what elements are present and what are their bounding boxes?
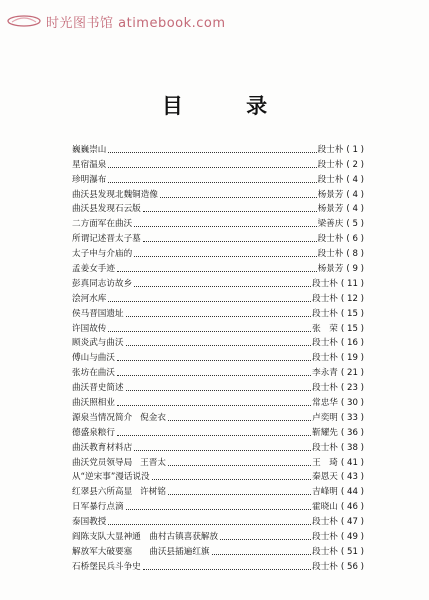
dot-leader xyxy=(117,435,311,436)
toc-entry-author: 段士朴 xyxy=(312,442,338,453)
toc-entry-coauthor: 倪金衣 xyxy=(140,412,166,423)
dot-leader xyxy=(117,405,311,406)
toc-entry-page: ( 33 ) xyxy=(340,412,364,423)
toc-entry-coauthor: 王晋太 xyxy=(140,457,166,468)
toc-entry-title: 曲沃教育材料店 xyxy=(72,442,133,453)
dot-leader xyxy=(108,331,311,332)
toc-entry-title: 德盛泉粮行 xyxy=(72,427,115,438)
toc-entry-title: 曲沃党员领导局 xyxy=(72,457,133,468)
dot-leader xyxy=(143,569,311,570)
dot-leader xyxy=(126,316,312,317)
toc-entry-author: 段士朴 xyxy=(317,144,344,155)
toc-entry xyxy=(72,156,364,171)
toc-entry-page: ( 36 ) xyxy=(340,427,364,438)
toc-entry-author: 段士朴 xyxy=(312,383,338,394)
dot-leader xyxy=(108,182,316,183)
toc-entry-title: 珍明瀑布 xyxy=(72,174,107,185)
toc-entry-title: 巍巍崇山 xyxy=(72,144,107,155)
toc-entry-title: 石桥堡民兵斗争史 xyxy=(72,561,141,572)
dot-leader xyxy=(117,375,311,376)
watermark-header xyxy=(0,0,429,40)
toc-entry xyxy=(72,290,364,305)
toc-entry-page: ( 23 ) xyxy=(340,383,364,394)
toc-entry-author: 卢奕明 xyxy=(312,412,338,423)
toc-entry-author: 王 琦 xyxy=(312,457,338,468)
toc-entry xyxy=(72,305,364,320)
toc-entry xyxy=(72,513,364,528)
toc-entry-author: 李永青 xyxy=(312,368,338,379)
toc-entry-title: 傅山与曲沃 xyxy=(72,353,115,364)
toc-entry-title: 所谓记述晋太子墓 xyxy=(72,234,141,245)
toc-list xyxy=(72,141,364,573)
toc-entry-author: 段士朴 xyxy=(312,517,338,528)
toc-entry xyxy=(72,171,364,186)
toc-entry-author: 段士朴 xyxy=(317,174,344,185)
toc-entry-author: 段士朴 xyxy=(312,353,338,364)
dot-leader xyxy=(117,360,311,361)
toc-entry-author: 杨景芳 xyxy=(317,264,344,275)
toc-entry-page: ( 4 ) xyxy=(346,189,364,200)
toc-entry-page: ( 43 ) xyxy=(340,472,364,483)
toc-entry-page: ( 41 ) xyxy=(340,457,364,468)
toc-entry-page: ( 8 ) xyxy=(346,249,364,260)
dot-leader xyxy=(108,301,311,302)
toc-entry-author: 段士朴 xyxy=(312,338,338,349)
toc-entry-page: ( 6 ) xyxy=(346,234,364,245)
toc-entry xyxy=(72,186,364,201)
toc-entry-title: 星宿温泉 xyxy=(72,159,107,170)
toc-entry-title: 孟姜女手迹 xyxy=(72,264,115,275)
toc-entry-page: ( 2 ) xyxy=(346,159,364,170)
toc-entry-title: 泰国教授 xyxy=(72,517,107,528)
toc-entry xyxy=(72,454,364,469)
toc-entry-title: 张坊在曲沃 xyxy=(72,368,115,379)
toc-entry-title: 许国故传 xyxy=(72,323,107,334)
toc-entry-author: 霍晓山 xyxy=(312,502,338,513)
dot-leader xyxy=(168,494,311,495)
toc-entry-page: ( 21 ) xyxy=(340,368,364,379)
toc-entry-title: 曲沃县发现北魏铜造像 xyxy=(72,189,158,200)
toc-entry-page: ( 16 ) xyxy=(340,338,364,349)
toc-entry xyxy=(72,439,364,454)
toc-entry-page: ( 47 ) xyxy=(340,517,364,528)
toc-entry-title: 源泉当情况简介 xyxy=(72,412,133,423)
dot-leader xyxy=(126,345,312,346)
toc-entry-page: ( 11 ) xyxy=(340,278,364,289)
toc-entry-title: 红翠县六所高显 xyxy=(72,487,133,498)
toc-entry xyxy=(72,409,364,424)
toc-entry-author: 段士朴 xyxy=(317,234,344,245)
toc-entry-title: 解放军大破要塞 曲沃县插遍红旗 xyxy=(72,546,210,557)
dot-leader xyxy=(143,211,317,212)
toc-entry-page: ( 5 ) xyxy=(346,219,364,230)
toc-entry-page: ( 19 ) xyxy=(340,353,364,364)
toc-entry xyxy=(72,424,364,439)
library-logo-icon xyxy=(6,13,42,28)
toc-entry xyxy=(72,260,364,275)
toc-entry-title: 曲沃晋史简述 xyxy=(72,383,124,394)
dot-leader xyxy=(160,197,317,198)
toc-entry xyxy=(72,215,364,230)
dot-leader xyxy=(168,420,311,421)
toc-entry-page: ( 4 ) xyxy=(346,204,364,215)
toc-entry xyxy=(72,483,364,498)
toc-entry xyxy=(72,275,364,290)
toc-entry xyxy=(72,320,364,335)
toc-entry-author: 杨景芳 xyxy=(317,189,344,200)
toc-entry-author: 段士朴 xyxy=(312,532,338,543)
toc-entry xyxy=(72,245,364,260)
toc-entry-author: 段士朴 xyxy=(317,159,344,170)
toc-entry-page: ( 4 ) xyxy=(346,174,364,185)
toc-entry-author: 秦恩天 xyxy=(312,472,338,483)
toc-entry xyxy=(72,364,364,379)
toc-entry-title: 浍河水库 xyxy=(72,293,107,304)
toc-entry-title: 曲沃照相业 xyxy=(72,398,115,409)
dot-leader xyxy=(134,226,316,227)
dot-leader xyxy=(168,465,311,466)
page-title: 目 录 xyxy=(161,94,296,118)
dot-leader xyxy=(126,390,312,391)
toc-entry-page: ( 49 ) xyxy=(340,532,364,543)
toc-entry xyxy=(72,498,364,513)
toc-entry-page: ( 56 ) xyxy=(340,561,364,572)
toc-entry-title: 彭真同志访故乡 xyxy=(72,278,133,289)
dot-leader xyxy=(134,256,316,257)
dot-leader xyxy=(108,152,316,153)
toc-entry-title: 侯马晋国遗址 xyxy=(72,308,124,319)
toc-entry-page: ( 12 ) xyxy=(340,293,364,304)
toc-entry-page: ( 1 ) xyxy=(346,144,364,155)
toc-entry-title: 二方面军在曲沃 xyxy=(72,219,133,230)
toc-entry xyxy=(72,201,364,216)
toc-entry xyxy=(72,349,364,364)
dot-leader xyxy=(134,286,311,287)
toc-entry-author: 梁善庆 xyxy=(317,219,344,230)
toc-entry-page: ( 15 ) xyxy=(340,308,364,319)
toc-entry-author: 段士朴 xyxy=(312,546,338,557)
toc-entry xyxy=(72,379,364,394)
dot-leader xyxy=(126,509,312,510)
toc-entry-author: 杨景芳 xyxy=(317,204,344,215)
toc-entry xyxy=(72,543,364,558)
toc-entry-author: 段士朴 xyxy=(317,249,344,260)
dot-leader xyxy=(152,479,311,480)
dot-leader xyxy=(220,539,311,540)
toc-entry-author: 吉峰明 xyxy=(312,487,338,498)
toc-entry-author: 段士朴 xyxy=(312,278,338,289)
toc-entry-author: 常忠华 xyxy=(312,398,338,409)
toc-entry-author: 段士朴 xyxy=(312,308,338,319)
toc-entry-page: ( 15 ) xyxy=(340,323,364,334)
toc-entry-title: 太子申与介庙的 xyxy=(72,249,133,260)
dot-leader xyxy=(108,167,316,168)
toc-entry xyxy=(72,394,364,409)
toc-entry-title: 曲沃县发现石云版 xyxy=(72,204,141,215)
toc-entry-author: 段士朴 xyxy=(312,561,338,572)
dot-leader xyxy=(134,450,311,451)
toc-entry-author: 段士朴 xyxy=(312,293,338,304)
toc-entry xyxy=(72,230,364,245)
toc-entry-page: ( 38 ) xyxy=(340,442,364,453)
toc-entry-title: 日军暴行点滴 xyxy=(72,502,124,513)
toc-entry-title: 阎陈支队大显神通 曲村古镇喜获解放 xyxy=(72,532,219,543)
dot-leader xyxy=(212,554,312,555)
dot-leader xyxy=(108,524,311,525)
toc-entry-page: ( 30 ) xyxy=(340,398,364,409)
toc-entry xyxy=(72,335,364,350)
watermark-text[interactable]: 时光图书馆 atimebook.com xyxy=(46,16,226,31)
toc-entry-page: ( 46 ) xyxy=(340,502,364,513)
toc-entry-page: ( 9 ) xyxy=(346,264,364,275)
toc-entry-coauthor: 许树铭 xyxy=(140,487,166,498)
toc-entry xyxy=(72,528,364,543)
toc-entry-author: 张 荣 xyxy=(312,323,338,334)
toc-entry-author: 靳耀先 xyxy=(312,427,338,438)
toc-entry-page: ( 51 ) xyxy=(340,546,364,557)
toc-entry-title: 顾炎武与曲沃 xyxy=(72,338,124,349)
toc-entry-page: ( 44 ) xyxy=(340,487,364,498)
toc-entry-title: 从“逆宋事”漫话说没 xyxy=(72,472,150,483)
toc-entry xyxy=(72,558,364,573)
dot-leader xyxy=(143,241,317,242)
toc-entry xyxy=(72,469,364,484)
dot-leader xyxy=(117,271,317,272)
toc-entry xyxy=(72,141,364,156)
